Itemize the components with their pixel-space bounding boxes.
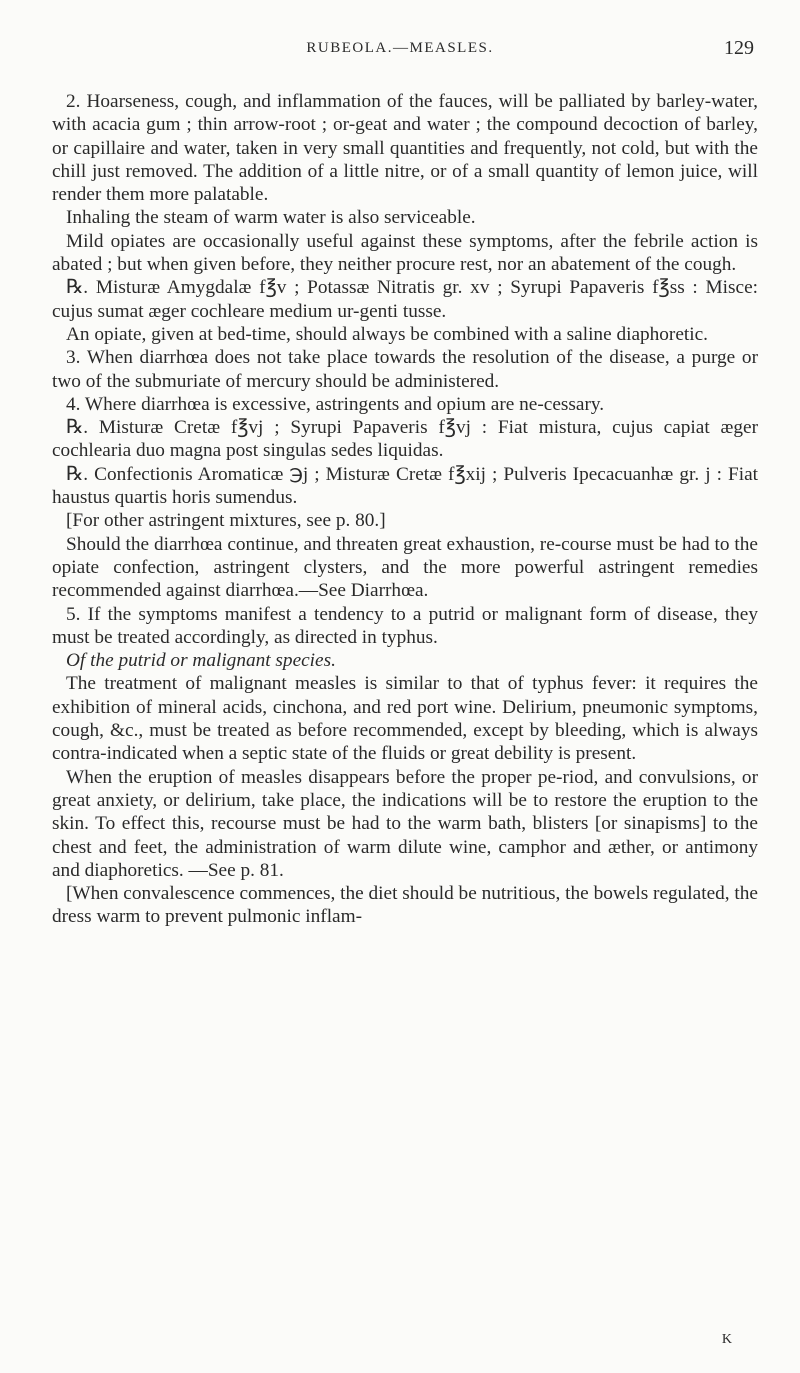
paragraph-opiate-bedtime: An opiate, given at bed-time, should always be combined with a saline diaphoretic. xyxy=(66,323,708,345)
prescription-cretae: ℞. Misturæ Cretæ f℥vj ; Syrupi Papaveris f℥vj : Fiat mistura, cujus capiat æger cochlearia duo magna post singulas sedes liquidas. xyxy=(52,417,758,462)
running-head xyxy=(0,37,800,70)
paragraph-putrid-tendency: 5. If the symptoms manifest a tendency to a putrid or malignant form of disease, they must be treated accordingly, as directed in typhus. xyxy=(52,603,758,648)
body-text xyxy=(52,90,758,929)
page-number: 129 xyxy=(724,37,754,59)
prescription-amygdalae: ℞. Misturæ Amygdalæ f℥v ; Potassæ Nitratis gr. xv ; Syrupi Papaveris f℥ss : Misce: cujus sumat æger cochleare medium ur-genti tusse. xyxy=(52,277,758,322)
signature-mark: K xyxy=(721,1332,732,1347)
section-heading-malignant: Of the putrid or malignant species. xyxy=(66,650,336,672)
paragraph-mild-opiates: Mild opiates are occasionally useful against these symptoms, after the febrile action is abated ; but when given before, they neither procure rest, nor an abatement of the cough. xyxy=(52,230,758,276)
paragraph-inhaling: Inhaling the steam of warm water is also serviceable. xyxy=(66,207,476,229)
paragraph-convalescence: [When convalescence commences, the diet should be nutritious, the bowels regulated, the dress warm to prevent pulmonic inflam- xyxy=(52,883,758,928)
running-head-title: RUBEOLA.—MEASLES. xyxy=(306,40,494,56)
paragraph-diarrhoea-excessive: 4. Where diarrhœa is excessive, astringents and opium are ne-cessary. xyxy=(66,393,605,415)
paragraph-diarrhoea-continue: Should the diarrhœa continue, and threaten great exhaustion, re-course must be had to the opiate confection, astringent clysters, and the more powerful astringent remedies recommended against diarrhœa.—See Diarrhœa. xyxy=(52,533,758,602)
paragraph-hoarseness: 2. Hoarseness, cough, and inflammation of the fauces, will be palliated by barley-water, with acacia gum ; thin arrow-root ; or-geat and water ; the compound decoction of barley, or capillaire and water, taken in very small quantities and frequently, not cold, but with the chill just removed. The addition of a little nitre, or of a small quantity of lemon juice, will render them more palatable. xyxy=(52,91,758,206)
prescription-confectionis: ℞. Confectionis Aromaticæ ℈j ; Misturæ Cretæ f℥xij ; Pulveris Ipecacuanhæ gr. j : Fiat haustus quartis horis sumendus. xyxy=(52,463,758,509)
paragraph-purge: 3. When diarrhœa does not take place towards the resolution of the disease, a purge or two of the submuriate of mercury should be administered. xyxy=(52,347,758,392)
paragraph-astringent-mixtures: [For other astringent mixtures, see p. 80.] xyxy=(66,510,386,532)
paragraph-malignant-treatment: The treatment of malignant measles is similar to that of typhus fever: it requires the exhibition of mineral acids, cinchona, and red port wine. Delirium, pneumonic symptoms, cough, &c., must be treated as before recommended, except by bleeding, which is always contra-indicated when a septic state of the fluids or great debility is present. xyxy=(52,673,758,765)
paragraph-eruption-disappears: When the eruption of measles disappears before the proper pe-riod, and convulsions, or great anxiety, or delirium, take place, the indications will be to restore the eruption to the skin. To effect this, recourse must be had to the warm bath, blisters [or sinapisms] to the chest and feet, the administration of warm dilute wine, camphor and æther, or antimony and diaphoretics. —See p. 81. xyxy=(52,766,758,881)
